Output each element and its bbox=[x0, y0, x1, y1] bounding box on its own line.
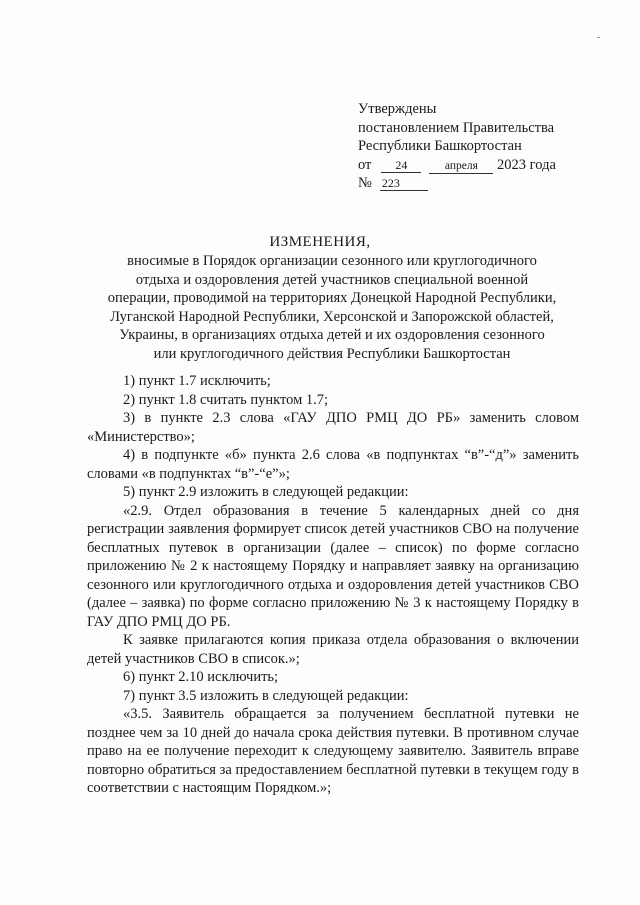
subtitle-line: или круглогодичного действия Республики Башкортостан bbox=[153, 345, 511, 362]
approval-line-2: постановлением Правительства bbox=[358, 119, 555, 136]
amendment-paragraph: К заявке прилагаются копия приказа отдела образования о включении детей участников СВО в список.»; bbox=[87, 632, 579, 667]
approval-day: 24 bbox=[381, 158, 421, 173]
scan-mark bbox=[597, 37, 600, 38]
subtitle-line: вносимые в Порядок организации сезонного или круглогодичного bbox=[127, 253, 537, 269]
approval-number: 223 bbox=[380, 176, 428, 191]
amendment-item: 5) пункт 2.9 изложить в следующей редакции: bbox=[123, 484, 409, 500]
number-label: № bbox=[358, 175, 372, 191]
amendment-item: 3) в пункте 2.3 слова «ГАУ ДПО РМЦ ДО РБ» заменить словом «Министерство»; bbox=[87, 410, 579, 445]
amendment-item: 2) пункт 1.8 считать пунктом 1.7; bbox=[123, 391, 329, 408]
amendment-item: 6) пункт 2.10 исключить; bbox=[123, 669, 279, 685]
approval-line-1: Утверждены bbox=[358, 101, 437, 117]
approval-year: 2023 года bbox=[497, 156, 556, 173]
amendment-item: 7) пункт 3.5 изложить в следующей редакции: bbox=[123, 687, 409, 704]
document-subtitle bbox=[72, 252, 592, 363]
document-title: ИЗМЕНЕНИЯ, bbox=[269, 234, 371, 250]
approval-line-3: Республики Башкортостан bbox=[358, 138, 522, 154]
amendment-item: 1) пункт 1.7 исключить; bbox=[123, 373, 271, 389]
document-body bbox=[87, 372, 579, 798]
subtitle-line: Луганской Народной Республики, Херсонской и Запорожской областей, bbox=[110, 308, 554, 325]
approval-month: апреля bbox=[429, 159, 493, 174]
amendment-paragraph: «3.5. Заявитель обращается за получением бесплатной путевки не позднее чем за 10 дней до начала срока действия путевки. В противном случае право на ее получение переходит к следующему заявителю. Заявитель вправе повторно обратиться за предоставлением бесплатной путевки в текущем году в соответствии с настоящим Порядком.»; bbox=[87, 706, 579, 796]
approval-date-line bbox=[358, 156, 608, 175]
amendment-paragraph: «2.9. Отдел образования в течение 5 календарных дней со дня регистрации заявления формирует список детей участников СВО на получение бесплатных путевок в организации (далее – список) по форме согласно приложению № 2 к настоящему Порядку и направляет заявку на организацию сезонного или круглогодичного отдыха и оздоровления детей участников СВО (далее – заявка) по форме согласно приложению № 3 к настоящему Порядку в ГАУ ДПО РМЦ ДО РБ. bbox=[87, 502, 579, 630]
subtitle-line: Украины, в организациях отдыха детей и их оздоровления сезонного bbox=[119, 327, 545, 343]
from-label: от bbox=[358, 156, 372, 173]
approval-number-line bbox=[358, 174, 608, 193]
amendment-item: 4) в подпункте «б» пункта 2.6 слова «в подпунктах “в”-“д”» заменить словами «в подпунктах “в”-“е”»; bbox=[87, 447, 579, 482]
approval-block bbox=[358, 100, 608, 193]
subtitle-line: отдыха и оздоровления детей участников специальной военной bbox=[135, 271, 529, 288]
subtitle-line: операции, проводимой на территориях Донецкой Народной Республики, bbox=[107, 290, 557, 306]
